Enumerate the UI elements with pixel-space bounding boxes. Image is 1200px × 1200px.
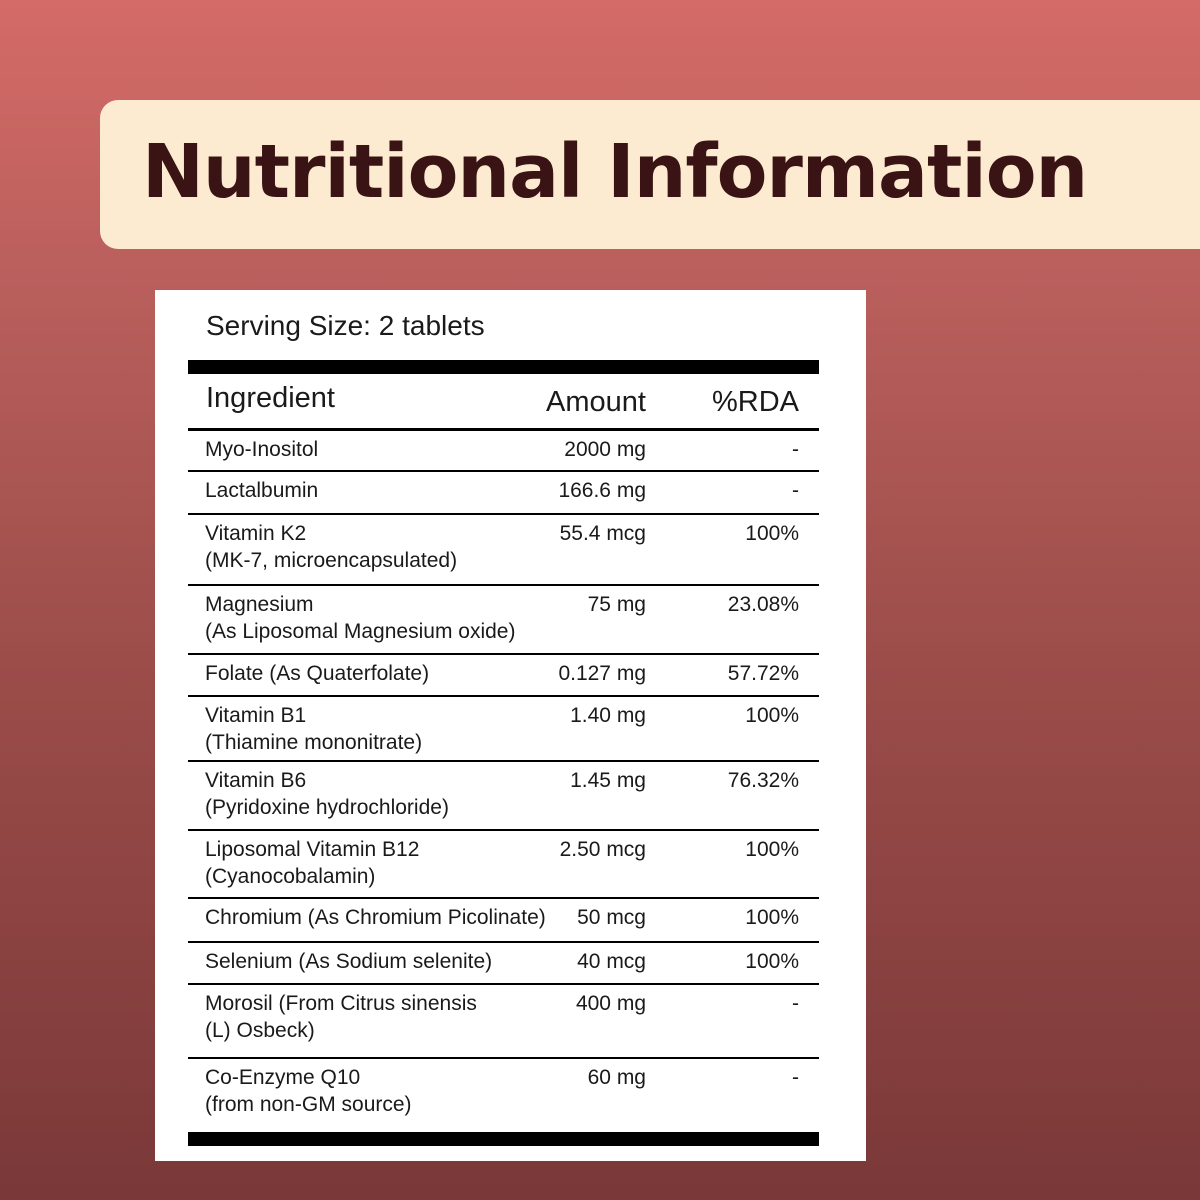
table-body — [188, 431, 819, 1129]
ingredient-note: (Pyridoxine hydrochloride) — [205, 796, 449, 819]
ingredient-name: Myo-Inositol — [205, 438, 319, 461]
ingredient-name: Liposomal Vitamin B12 (Cyanocobalamin) — [205, 838, 420, 888]
ingredient-name: Selenium (As Sodium selenite) — [205, 950, 493, 973]
table-row — [188, 943, 819, 985]
table-row — [188, 431, 819, 472]
title-banner — [100, 100, 1200, 249]
table-row — [188, 1059, 819, 1129]
ingredient-amount: 400 mg — [575, 992, 646, 1015]
ingredient-rda: - — [792, 438, 799, 461]
ingredient-name: Magnesium (As Liposomal Magnesium oxide) — [205, 593, 516, 643]
table-row — [188, 515, 819, 586]
ingredient-rda: - — [792, 1066, 799, 1089]
page-title: Nutritional Information — [142, 129, 1088, 215]
ingredient-amount: 166.6 mg — [558, 479, 646, 502]
ingredient-rda: 76.32% — [727, 769, 799, 792]
ingredient-rda: 100% — [745, 906, 799, 929]
top-divider — [188, 360, 819, 374]
ingredient-amount: 1.45 mg — [570, 769, 646, 792]
ingredient-name: Lactalbumin — [205, 479, 319, 502]
ingredient-rda: 23.08% — [727, 593, 799, 616]
ingredient-rda: 100% — [745, 704, 799, 727]
ingredient-note: (As Liposomal Magnesium oxide) — [205, 620, 516, 643]
ingredient-note: (Cyanocobalamin) — [205, 865, 376, 888]
ingredient-rda: 100% — [745, 522, 799, 545]
table-row — [188, 586, 819, 655]
ingredient-name: Vitamin B1 (Thiamine mononitrate) — [205, 704, 423, 754]
ingredient-name: Morosil (From Citrus sinensis (L) Osbeck) — [205, 992, 477, 1042]
ingredient-note: (L) Osbeck) — [205, 1019, 315, 1042]
ingredient-amount: 75 mg — [587, 593, 646, 616]
table-row — [188, 697, 819, 762]
ingredient-rda: 100% — [745, 838, 799, 861]
ingredient-note: (MK-7, microencapsulated) — [205, 549, 458, 572]
table-row — [188, 472, 819, 515]
ingredient-rda: - — [792, 992, 799, 1015]
table-header — [188, 374, 819, 431]
ingredient-name: Folate (As Quaterfolate) — [205, 662, 430, 685]
ingredient-rda: 57.72% — [727, 662, 799, 685]
table-row — [188, 831, 819, 899]
table-row — [188, 899, 819, 943]
bottom-divider — [188, 1132, 819, 1146]
nutrition-panel — [155, 290, 866, 1161]
ingredient-name: Chromium (As Chromium Picolinate) — [205, 906, 546, 929]
header-ingredient: Ingredient — [206, 382, 335, 414]
ingredient-name: Vitamin K2 (MK-7, microencapsulated) — [205, 522, 458, 572]
header-amount: Amount — [546, 386, 646, 418]
ingredient-amount: 2000 mg — [564, 438, 646, 461]
ingredient-amount: 0.127 mg — [558, 662, 646, 685]
table-row — [188, 655, 819, 697]
ingredient-amount: 60 mg — [587, 1066, 646, 1089]
serving-size: Serving Size: 2 tablets — [206, 310, 485, 341]
ingredient-rda: - — [792, 479, 799, 502]
ingredient-amount: 2.50 mcg — [559, 838, 646, 861]
ingredient-amount: 40 mcg — [577, 950, 646, 973]
ingredient-name: Vitamin B6 (Pyridoxine hydrochloride) — [205, 769, 449, 819]
table-row — [188, 985, 819, 1059]
table-row — [188, 762, 819, 831]
header-rda: %RDA — [711, 386, 799, 418]
ingredient-amount: 55.4 mcg — [559, 522, 646, 545]
ingredient-note: (from non-GM source) — [205, 1093, 412, 1116]
ingredient-note: (Thiamine mononitrate) — [205, 731, 423, 754]
ingredient-amount: 50 mcg — [577, 906, 646, 929]
ingredient-amount: 1.40 mg — [570, 704, 646, 727]
ingredient-name: Co-Enzyme Q10 (from non-GM source) — [205, 1066, 412, 1116]
ingredient-rda: 100% — [745, 950, 799, 973]
